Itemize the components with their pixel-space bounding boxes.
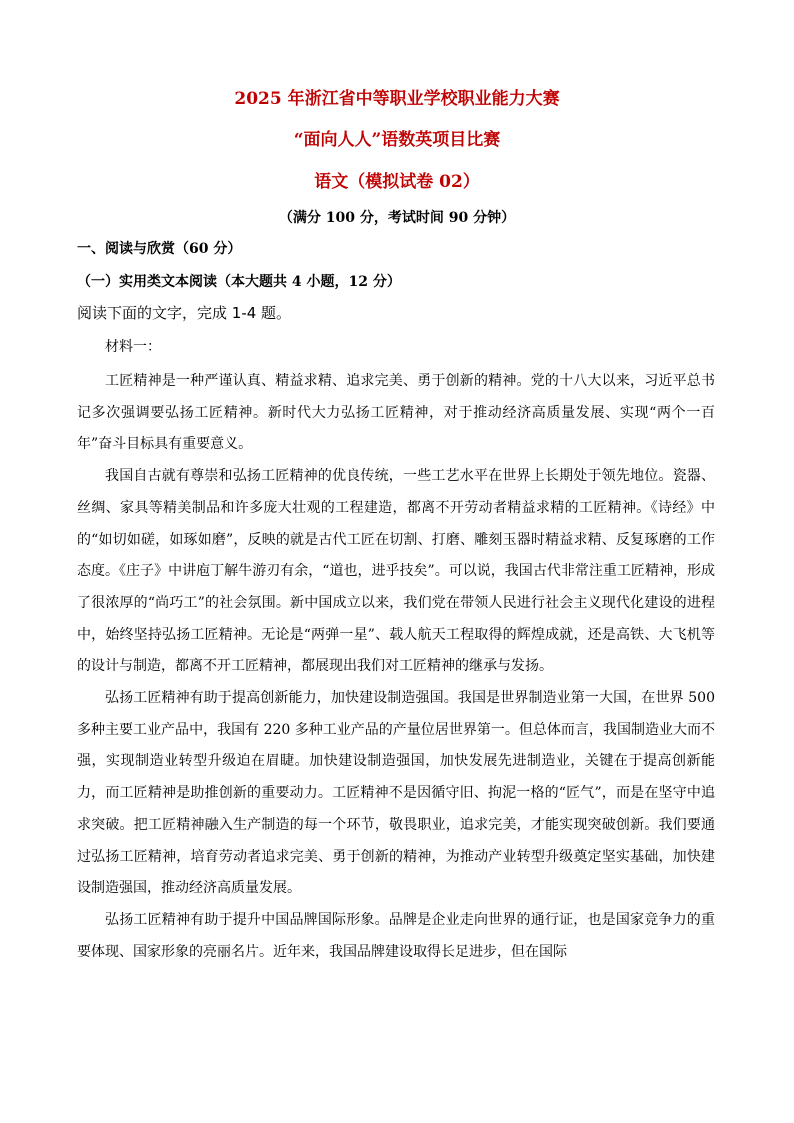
material-label: 材料一：: [105, 339, 161, 355]
passage-paragraph-2: 我国自古就有尊崇和弘扬工匠精神的优良传统，一些工艺水平在世界上长期处于领先地位。瓷器、丝绸、家具等精美制品和许多庞大壮观的工程建造，都离不开劳动者精益求精的工匠精神。《诗经》中的“如切如磋，如琢如磨”，反映的就是古代工匠在切割、打磨、雕刻玉器时精益求精、反复琢磨的工作态度。《庄子》中讲庖丁解牛游刃有余，“道也，进乎技矣”。可以说，我国古代非常注重工匠精神，形成了很浓厚的“尚巧工”的社会氛围。新中国成立以来，我们党在带领人民进行社会主义现代化建设的进程中，始终坚持弘扬工匠精神。无论是“两弹一星”、载人航天工程取得的辉煌成就，还是高铁、大飞机等的设计与制造，都离不开工匠精神，都展现出我们对工匠精神的继承与发扬。: [77, 468, 715, 675]
passage-paragraph-1: 工匠精神是一种严谨认真、精益求精、追求完美、勇于创新的精神。党的十八大以来，习近平总书记多次强调要弘扬工匠精神。新时代大力弘扬工匠精神，对于推动经济高质量发展、实现“两个一百年”奋斗目标具有重要意义。: [77, 373, 715, 453]
passage-paragraph-3: 弘扬工匠精神有助于提高创新能力，加快建设制造强国。我国是世界制造业第一大国，在世界 500 多种主要工业产品中，我国有 220 多种工业产品的产量位居世界第一。但总体而言，我国制造业大而不强，实现制造业转型升级迫在眉睫。加快建设制造强国，加快发展先进制造业，关键在于提高创新能力，而工匠精神是助推创新的重要动力。工匠精神不是因循守旧、拘泥一格的“匠气”，而是在坚守中追求突破。把工匠精神融入生产制造的每一个环节，敬畏职业，追求完美，才能实现突破创新。我们要通过弘扬工匠精神，培育劳动者追求完美、勇于创新的精神，为推动产业转型升级奠定坚实基础，加快建设制造强国，推动经济高质量发展。: [77, 690, 715, 897]
subsection-heading: （一）实用类文本阅读（本大题共 4 小题，12 分）: [77, 274, 401, 290]
reading-instruction: 阅读下面的文字，完成 1-4 题。: [77, 304, 292, 322]
passage-paragraph-4: 弘扬工匠精神有助于提升中国品牌国际形象。品牌是企业走向世界的通行证，也是国家竞争力的重要体现、国家形象的亮丽名片。近年来，我国品牌建设取得长足进步，但在国际: [77, 911, 715, 960]
competition-title: 2025 年浙江省中等职业学校职业能力大赛: [234, 89, 560, 109]
competition-subtitle: “面向人人”语数英项目比赛: [293, 130, 501, 150]
section-heading: 一、阅读与欣赏（60 分）: [77, 241, 242, 257]
passage-body: [77, 366, 715, 968]
score-and-time-info: （满分 100 分，考试时间 90 分钟）: [278, 210, 516, 226]
exam-paper-title: 语文（模拟试卷 02）: [314, 172, 480, 192]
